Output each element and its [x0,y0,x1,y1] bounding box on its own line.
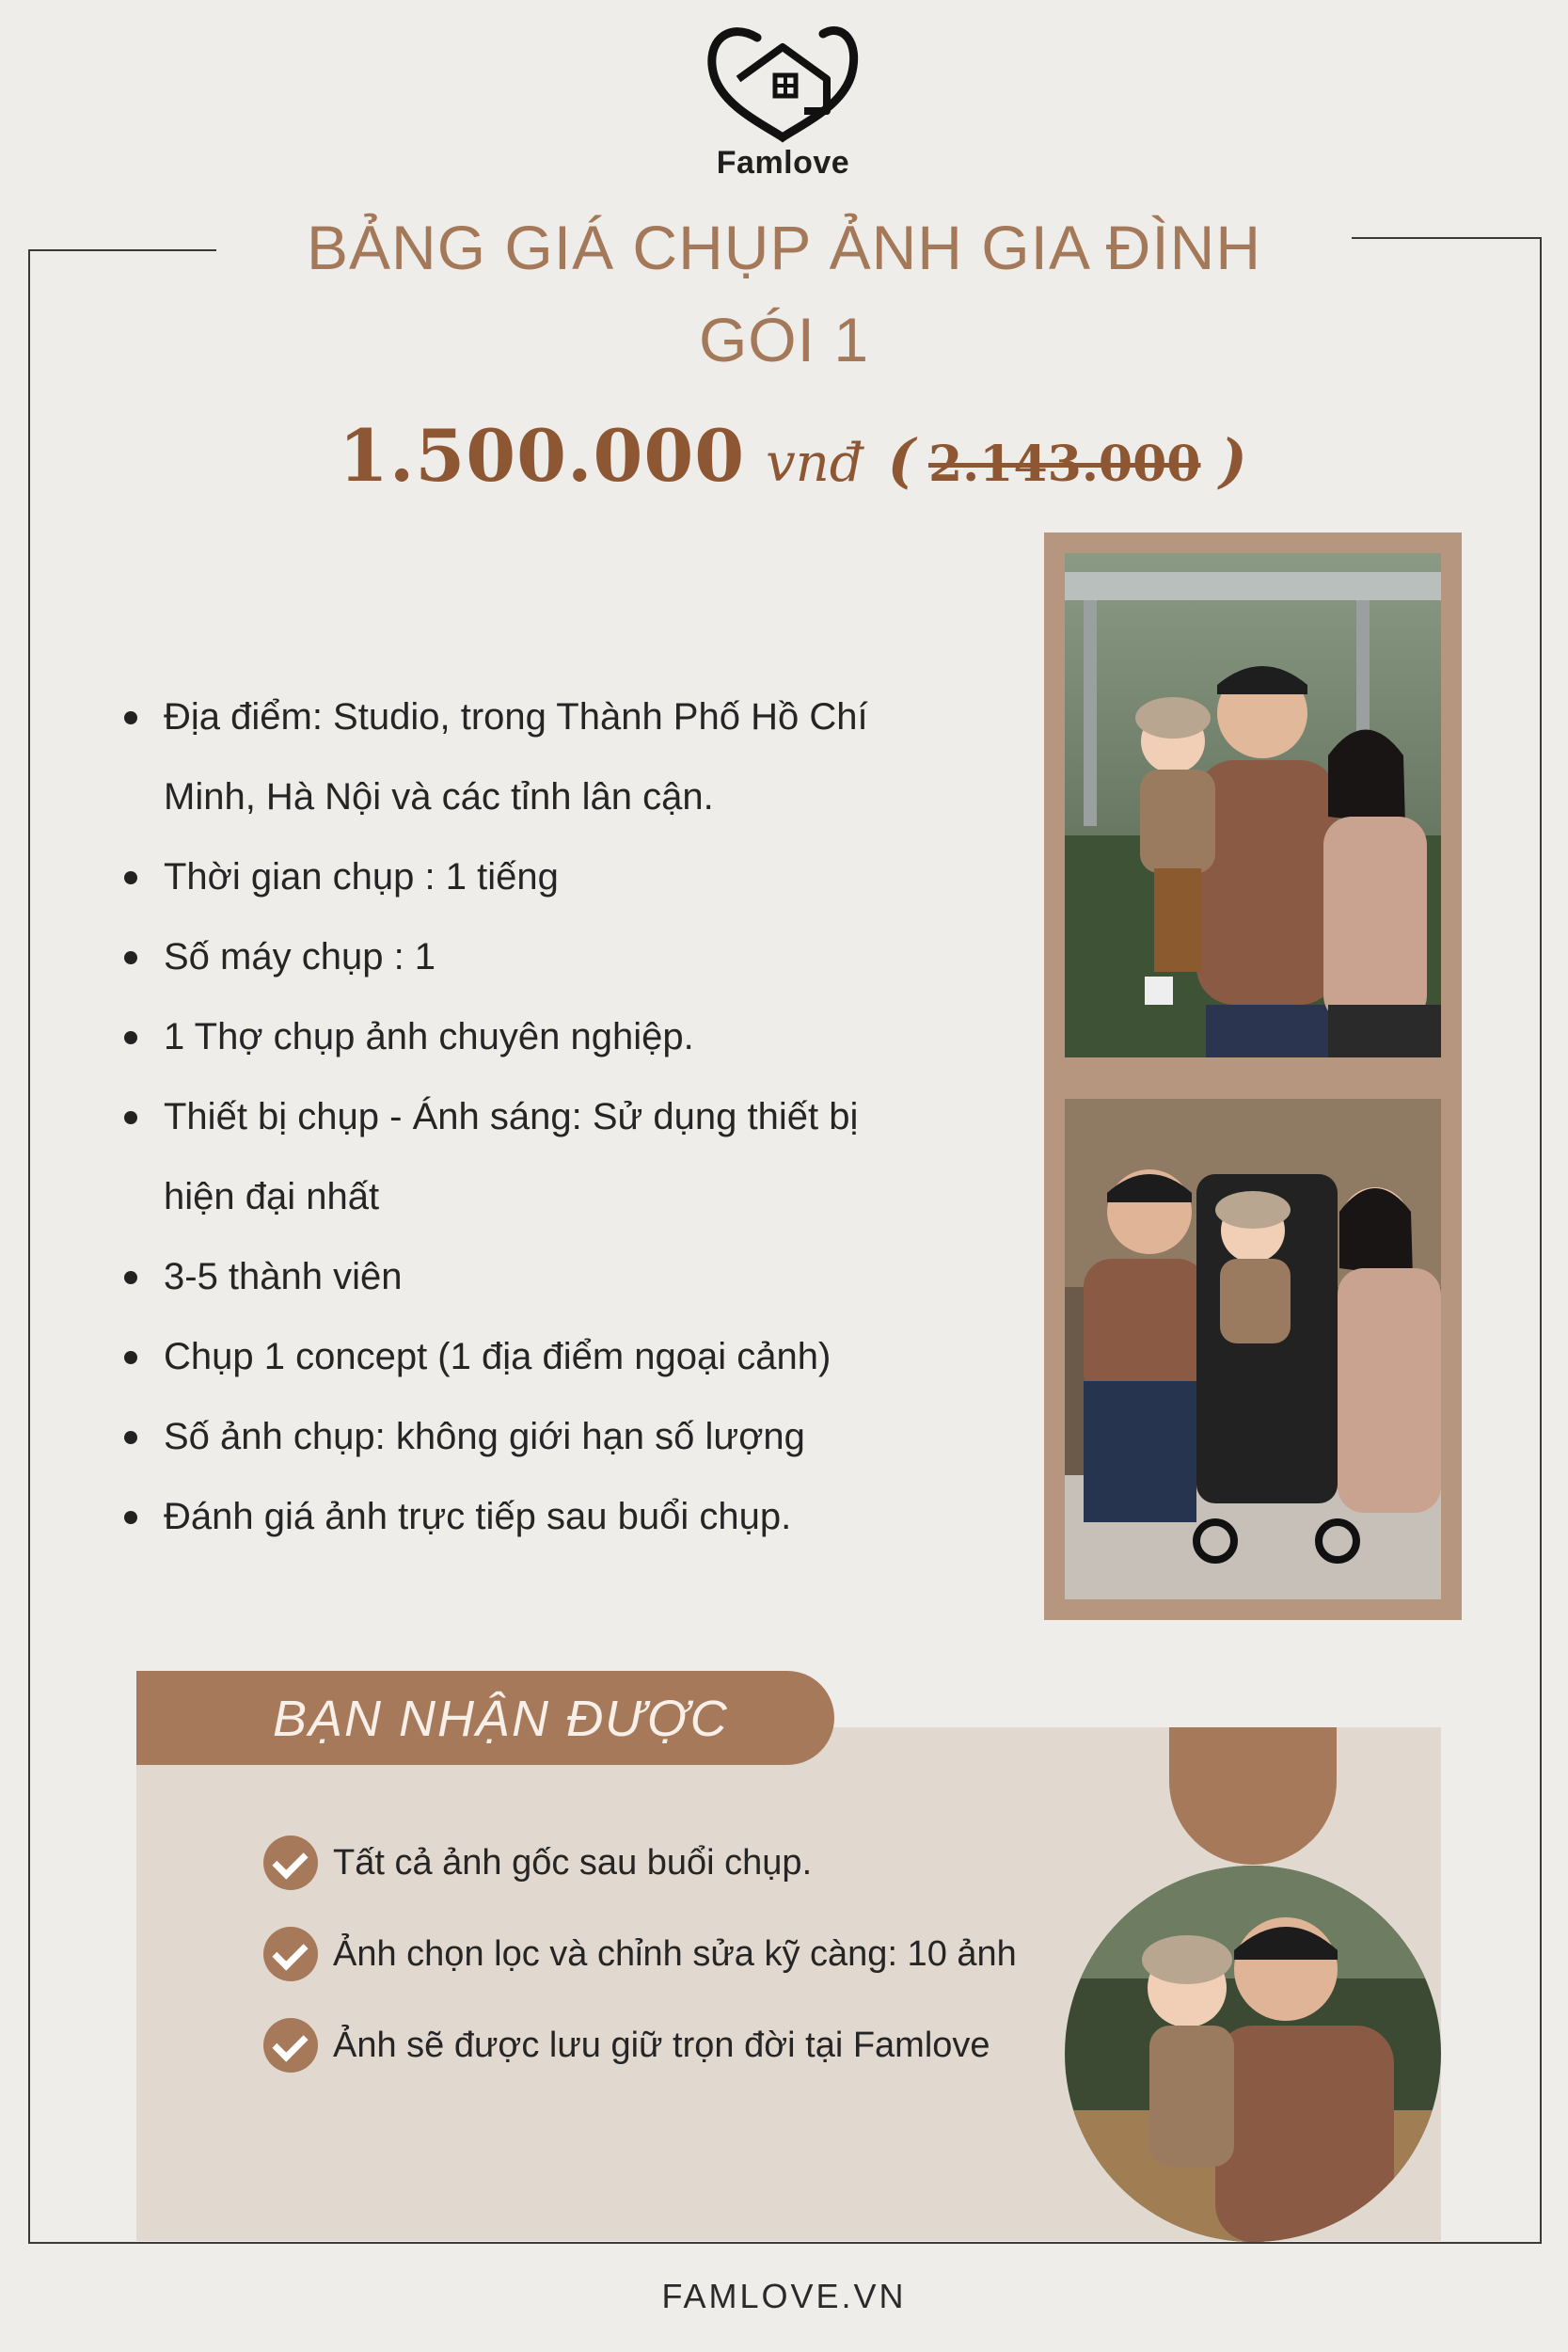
page-title: BẢNG GIÁ CHỤP ẢNH GIA ĐÌNH [307,213,1261,282]
package-title: GÓI 1 [698,305,870,374]
receive-item-label: Ảnh chọn lọc và chỉnh sửa kỹ càng: 10 ảnh [333,1933,1017,1974]
feature-list [115,677,961,1557]
feature-item: Đánh giá ảnh trực tiếp sau buổi chụp. [115,1477,961,1557]
feature-item: Thời gian chụp : 1 tiếng [115,837,961,917]
feature-item: Chụp 1 concept (1 địa điểm ngoại cảnh) [115,1317,961,1397]
brand-logo [701,21,865,185]
check-circle-icon [263,1836,318,1890]
feature-item-continued: Minh, Hà Nội và các tỉnh lân cận. [164,776,714,818]
feature-item: Số ảnh chụp: không giới hạn số lượng [115,1397,961,1477]
family-photo-2 [1065,1099,1441,1599]
family-photo-1 [1065,553,1441,1057]
receive-heading-tab [136,1671,834,1765]
feature-item: 1 Thợ chụp ảnh chuyên nghiệp. [115,997,961,1077]
frame-line-right [1540,237,1542,2244]
feature-item-continued: hiện đại nhất [164,1176,380,1217]
receive-list [263,1835,1053,2108]
price-old: 2.143.000 [928,436,1201,493]
receive-item-label: Ảnh sẽ được lưu giữ trọn đời tại Famlove [333,2025,990,2065]
check-circle-icon [263,2018,318,2073]
frame-line-bottom [28,2242,1542,2244]
price-unit: vnđ [766,433,863,494]
website-link[interactable]: FAMLOVE.VN [661,2277,907,2315]
paren-close: ) [1219,426,1247,495]
receive-item [263,1835,1053,1891]
feature-item: 3-5 thành viên [115,1237,961,1317]
receive-item [263,1926,1053,1982]
circle-photo [1065,1866,1441,2242]
feature-item: Thiết bị chụp - Ánh sáng: Sử dụng thiết bị [115,1077,961,1157]
receive-item-label: Tất cả ảnh gốc sau buổi chụp. [333,1842,813,1883]
price-current: 1.500.000 [339,414,746,498]
photo-frame [1044,532,1462,1620]
brand-name: Famlove [716,145,850,181]
feature-item: Địa điểm: Studio, trong Thành Phố Hồ Chí [115,677,961,757]
paren-open: ( [887,426,915,495]
check-circle-icon [263,1927,318,1981]
price-row [339,414,1279,508]
receive-heading: BẠN NHẬN ĐƯỢC [273,1691,729,1747]
frame-line-left [28,249,30,2244]
heart-house-icon [701,21,865,143]
receive-item [263,2017,1053,2074]
feature-item: Số máy chụp : 1 [115,917,961,997]
